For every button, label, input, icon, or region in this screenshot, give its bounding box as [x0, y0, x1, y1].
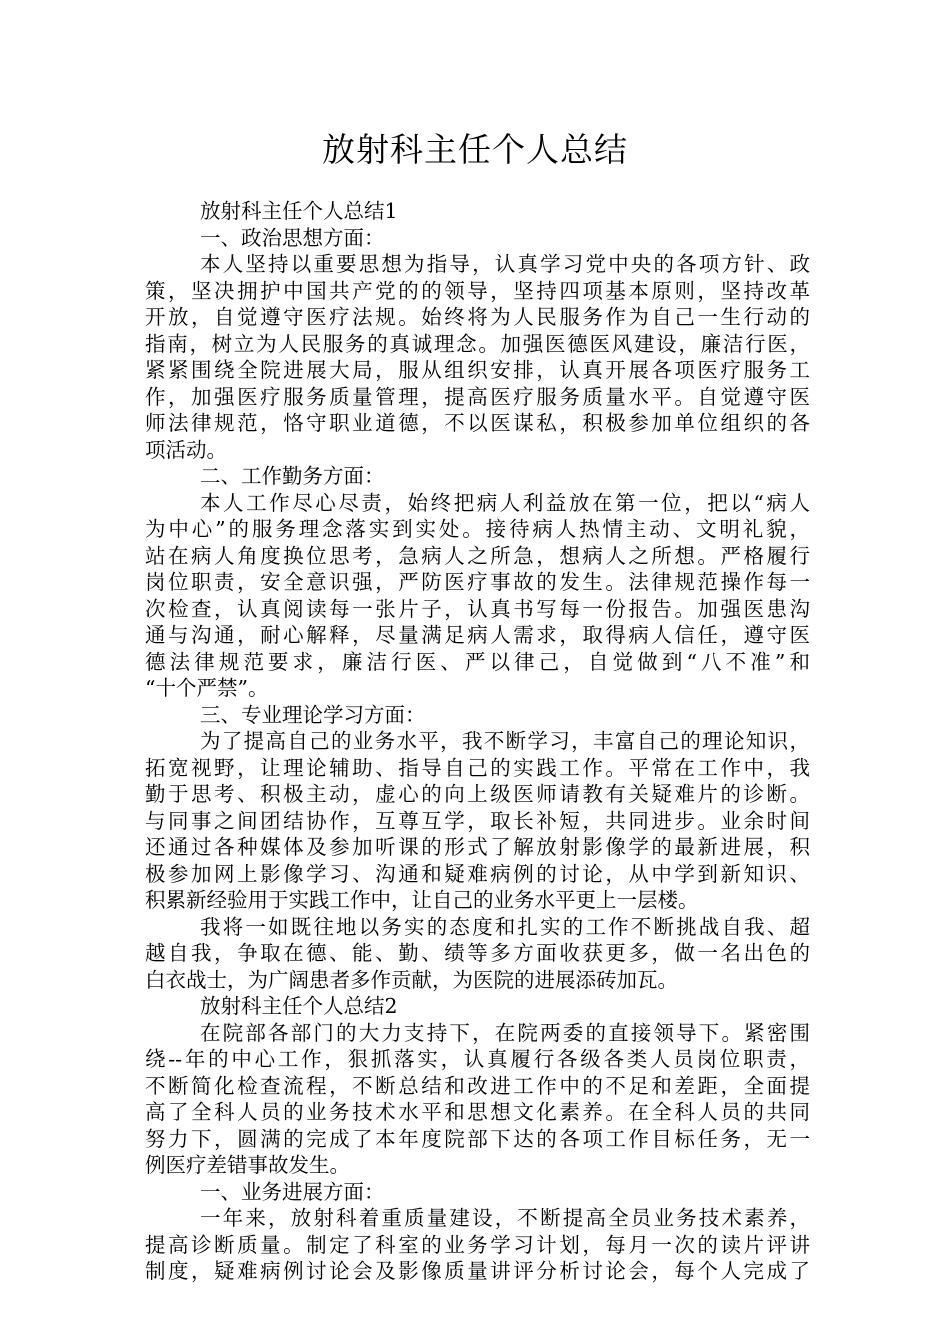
- text-line: 不断简化检查流程，不断总结和改进工作中的不足和差距，全面提: [145, 1073, 810, 1098]
- document-title: 放射科主任个人总结: [322, 130, 628, 169]
- text-line: 为中心”的服务理念落实到实处。接待病人热情主动、文明礼貌，: [145, 517, 810, 541]
- text-line: 一、业务进展方面：: [200, 1179, 385, 1204]
- text-line: 积累新经验用于实践工作中，让自己的业务水平更上一层楼。: [145, 888, 699, 912]
- text-line: “十个严禁”。: [145, 676, 269, 700]
- text-line: 本人工作尽心尽责，始终把病人利益放在第一位，把以“病人: [200, 490, 810, 515]
- text-line: 制度，疑难病例讨论会及影像质量讲评分析讨论会，每个人完成了: [145, 1259, 810, 1283]
- text-line: 师法律规范，恪守职业道德，不以医谋私，积极参加单位组织的各: [145, 411, 810, 435]
- text-line: 一、政治思想方面：: [200, 225, 385, 250]
- text-line: 提高诊断质量。制定了科室的业务学习计划，每月一次的读片评讲: [145, 1232, 810, 1257]
- text-line: 站在病人角度换位思考，急病人之所急，想病人之所想。严格履行: [145, 543, 810, 568]
- text-line: 策，坚决拥护中国共产党的的领导，坚持四项基本原则，坚持改革: [145, 278, 810, 303]
- text-line: 次检查，认真阅读每一张片子，认真书写每一份报告。加强医患沟: [145, 596, 810, 621]
- text-line: 在院部各部门的大力支持下，在院两委的直接领导下。紧密围: [200, 1020, 810, 1045]
- text-line: 一年来，放射科着重质量建设，不断提高全员业务技术素养，: [200, 1206, 810, 1230]
- text-line: 开放，自觉遵守医疗法规。始终将为人民服务作为自己一生行动的: [145, 305, 810, 329]
- text-line: 德法律规范要求，廉洁行医、严以律己，自觉做到“八不准”和: [145, 649, 810, 674]
- text-line: 放射科主任个人总结1: [200, 199, 398, 223]
- text-line: 作，加强医疗服务质量管理，提高医疗服务质量水平。自觉遵守医: [145, 384, 810, 409]
- text-line: 越自我，争取在德、能、勤、绩等多方面收获更多，做一名出色的: [145, 941, 810, 965]
- text-line: 通与沟通，耐心解释，尽量满足病人需求，取得病人信任，遵守医: [145, 623, 810, 647]
- text-line: 白衣战士，为广阔患者多作贡献，为医院的进展添砖加瓦。: [145, 967, 678, 992]
- text-line: 绕--年的中心工作，狠抓落实，认真履行各级各类人员岗位职责，: [145, 1047, 810, 1071]
- text-line: 项活动。: [145, 437, 227, 462]
- text-line: 例医疗差错事故发生。: [145, 1153, 350, 1177]
- text-line: 三、专业理论学习方面：: [200, 702, 426, 727]
- text-line: 岗位职责，安全意识强，严防医疗事故的发生。法律规范操作每一: [145, 570, 810, 594]
- text-line: 本人坚持以重要思想为指导，认真学习党中央的各项方针、政: [200, 252, 810, 276]
- text-line: 紧紧围绕全院进展大局，服从组织安排，认真开展各项医疗服务工: [145, 358, 810, 382]
- document-body: [145, 198, 810, 1285]
- text-line: 努力下，圆满的完成了本年度院部下达的各项工作目标任务，无一: [145, 1126, 810, 1151]
- text-line: 勤于思考、积极主动，虚心的向上级医师请教有关疑难片的诊断。: [145, 782, 810, 806]
- text-line: 拓宽视野，让理论辅助、指导自己的实践工作。平常在工作中，我: [145, 755, 810, 780]
- text-line: 我将一如既往地以务实的态度和扎实的工作不断挑战自我、超: [200, 914, 810, 939]
- text-line: 二、工作勤务方面：: [200, 464, 385, 488]
- text-line: 为了提高自己的业务水平，我不断学习，丰富自己的理论知识，: [200, 729, 810, 753]
- text-line: 还通过各种媒体及参加听课的形式了解放射影像学的最新进展，积: [145, 835, 810, 859]
- text-line: 指南，树立为人民服务的真诚理念。加强医德医风建设，廉洁行医，: [145, 331, 810, 356]
- text-line: 极参加网上影像学习、沟通和疑难病例的讨论，从中学到新知识、: [145, 861, 810, 886]
- text-line: 放射科主任个人总结2: [200, 994, 398, 1018]
- text-line: 与同事之间团结协作，互尊互学，取长补短，共同进步。业余时间: [145, 808, 810, 833]
- text-line: 高了全科人员的业务技术水平和思想文化素养。在全科人员的共同: [145, 1100, 810, 1124]
